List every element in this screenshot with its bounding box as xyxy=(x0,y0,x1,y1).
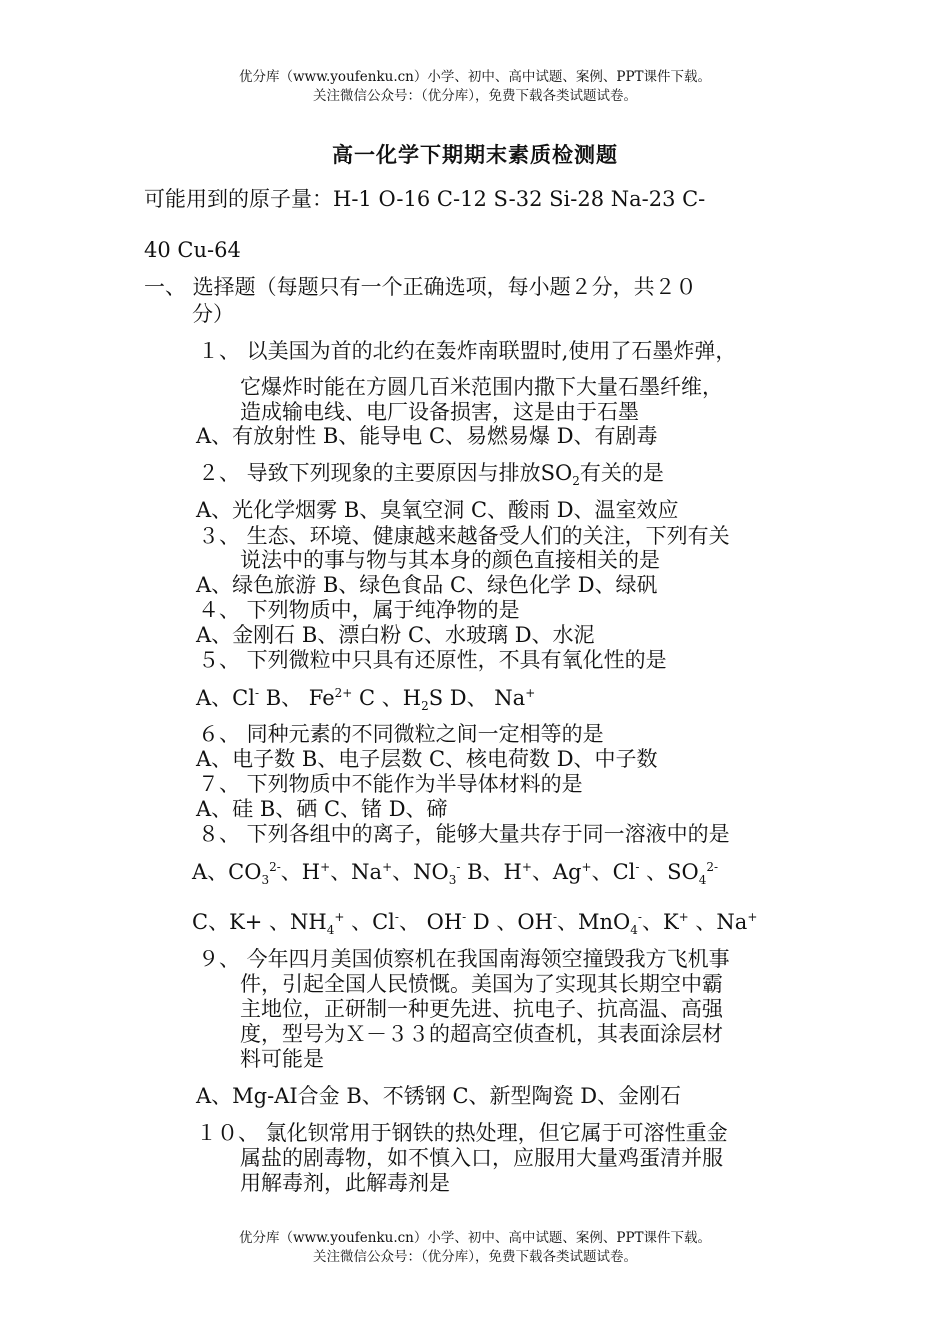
question-9-line-5: 料可能是 xyxy=(240,1047,324,1071)
q8-d4: 、Na xyxy=(688,910,748,934)
section-heading-line-2: 分） xyxy=(192,302,234,326)
question-9-line-4: 度，型号为Ｘ－３３的超高空侦查机，其表面涂层材 xyxy=(240,1022,723,1046)
q8-b2-sup: + xyxy=(581,860,592,874)
q8-c1: C、K+ 、NH xyxy=(192,910,327,934)
question-5-line-1: ５、 下列微粒中只具有还原性，不具有氧化性的是 xyxy=(198,648,667,672)
question-7-options: A、硅 B、硒 C、锗 D、碲 xyxy=(196,797,448,821)
header-line-1: 优分库（www.youfenku.cn）小学、初中、高中试题、案例、PPT课件下载。 xyxy=(238,69,712,85)
q8-d4-sup: + xyxy=(747,910,758,924)
q8-a3-sup: + xyxy=(382,860,393,874)
footer-line-2: 关注微信公众号：（优分库），免费下载各类试题试卷。 xyxy=(313,1249,637,1265)
q8-b1-sup: + xyxy=(521,860,532,874)
question-3-options: A、绿色旅游 B、绿色食品 C、绿色化学 D、绿矾 xyxy=(196,573,658,597)
question-3-line-2: 说法中的事与物与其本身的颜色直接相关的是 xyxy=(240,548,660,572)
header-line-2: 关注微信公众号：（优分库），免费下载各类试题试卷。 xyxy=(313,88,637,104)
question-6-line-1: ６、 同种元素的不同微粒之间一定相等的是 xyxy=(198,722,604,746)
question-6-options: A、电子数 B、电子层数 C、核电荷数 D、中子数 xyxy=(196,747,658,771)
q8-b3: 、Cl xyxy=(591,860,636,884)
atomic-masses-line-2: 40 Cu-64 xyxy=(144,238,241,262)
q8-b2: 、Ag xyxy=(531,860,582,884)
q8-c3-sup: - xyxy=(462,910,467,924)
page-header xyxy=(0,68,950,106)
q8-d2-sup: - xyxy=(637,910,642,924)
section-heading-line-1: 一、 选择题（每题只有一个正确选项，每小题２分，共２０ xyxy=(144,275,697,299)
q8-b4-sup: 2- xyxy=(706,860,719,874)
q8-d1-sup: - xyxy=(552,910,558,924)
q5-opt-a-sup: - xyxy=(254,686,260,700)
question-2-stem xyxy=(198,460,664,489)
q8-a3: 、Na xyxy=(330,860,383,884)
q5-opt-c-sub: 2 xyxy=(421,699,429,714)
q8-b4: 、SO xyxy=(639,860,699,884)
q5-opt-c2: S D、 Na xyxy=(428,686,526,710)
q5-opt-a: A、Cl xyxy=(196,686,255,710)
q8-d3-sup: + xyxy=(678,910,689,924)
question-1-line-2: 它爆炸时能在方圆几百米范围内撒下大量石墨纤维， xyxy=(240,375,723,399)
q8-b4-sub: 4 xyxy=(698,873,707,888)
question-4-line-1: ４、 下列物质中，属于纯净物的是 xyxy=(198,598,520,622)
q8-a4: 、NO xyxy=(392,860,449,884)
page-footer xyxy=(0,1229,950,1267)
q8-a1: A、CO xyxy=(192,860,262,884)
question-9-line-2: 件，引起全国人民愤慨。美国为了实现其长期空中霸 xyxy=(240,972,723,996)
q8-c1-sup: + xyxy=(334,910,345,924)
q2-stem-sub: 2 xyxy=(572,474,580,489)
exam-title: 高一化学下期期末素质检测题 xyxy=(332,142,618,167)
question-4-options: A、金刚石 B、漂白粉 C、水玻璃 D、水泥 xyxy=(196,623,595,647)
q8-a1-sup: 2- xyxy=(269,860,281,874)
q8-d2: 、MnO xyxy=(557,910,631,934)
question-10-line-2: 属盐的剧毒物，如不慎入口，应服用大量鸡蛋清并服 xyxy=(240,1146,723,1170)
q2-stem-pre: ２、 导致下列现象的主要原因与排放SO xyxy=(198,461,573,485)
question-9-options: A、Mg-AI合金 B、不锈钢 C、新型陶瓷 D、金刚石 xyxy=(196,1084,682,1108)
question-10-line-3: 用解毒剂，此解毒剂是 xyxy=(240,1171,450,1195)
q8-d1: D 、OH xyxy=(466,910,553,934)
q5-opt-b-sup: 2+ xyxy=(334,686,353,700)
question-8-line-1: ８、 下列各组中的离子，能够大量共存于同一溶液中的是 xyxy=(198,822,730,846)
q8-c3: 、 OH xyxy=(398,910,463,934)
atomic-masses-line-1: 可能用到的原子量：H-1 O-16 C-12 S-32 Si-28 Na-23 C- xyxy=(144,187,706,211)
footer-line-1: 优分库（www.youfenku.cn）小学、初中、高中试题、案例、PPT课件下载。 xyxy=(238,1230,712,1246)
question-7-line-1: ７、 下列物质中不能作为半导体材料的是 xyxy=(198,772,583,796)
q8-a1-sub: 3 xyxy=(261,873,270,888)
question-1-options: A、有放射性 B、能导电 C、易燃易爆 D、有剧毒 xyxy=(196,424,658,448)
q5-opt-b: B、 Fe xyxy=(259,686,335,710)
question-1-line-1: １、 以美国为首的北约在轰炸南联盟时,使用了石墨炸弹， xyxy=(198,339,737,363)
question-5-options xyxy=(196,685,536,714)
question-9-line-1: ９、 今年四月美国侦察机在我国南海领空撞毁我方飞机事 xyxy=(198,947,730,971)
question-8-options-cd xyxy=(192,909,758,938)
q8-b1: B、H xyxy=(460,860,522,884)
question-1-line-3: 造成输电线、电厂设备损害，这是由于石墨 xyxy=(240,400,639,424)
question-2-options: A、光化学烟雾 B、臭氧空洞 C、酸雨 D、温室效应 xyxy=(196,498,679,522)
q8-c2: 、Cl xyxy=(344,910,395,934)
question-10-line-1: １０、 氯化钡常用于钢铁的热处理，但它属于可溶性重金 xyxy=(196,1121,728,1145)
q8-a2: 、H xyxy=(280,860,321,884)
q8-b3-sup: - xyxy=(635,860,640,874)
q8-c2-sup: - xyxy=(394,910,399,924)
q8-d3: 、K xyxy=(641,910,679,934)
question-8-options-ab xyxy=(192,859,719,888)
q2-stem-post: 有关的是 xyxy=(579,461,664,485)
question-3-line-1: ３、 生态、环境、健康越来越备受人们的关注，下列有关 xyxy=(198,524,730,548)
q8-c1-sub: 4 xyxy=(326,923,335,938)
q5-opt-d-sup: + xyxy=(525,686,536,700)
question-9-line-3: 主地位，正研制一种更先进、抗电子、抗高温、高强 xyxy=(240,997,723,1021)
q8-a4-sub: 3 xyxy=(448,873,457,888)
q5-opt-c: C 、H xyxy=(352,686,422,710)
q8-a2-sup: + xyxy=(320,860,331,874)
q8-d2-sub: 4 xyxy=(630,923,638,938)
q8-a4-sup: - xyxy=(456,860,461,874)
